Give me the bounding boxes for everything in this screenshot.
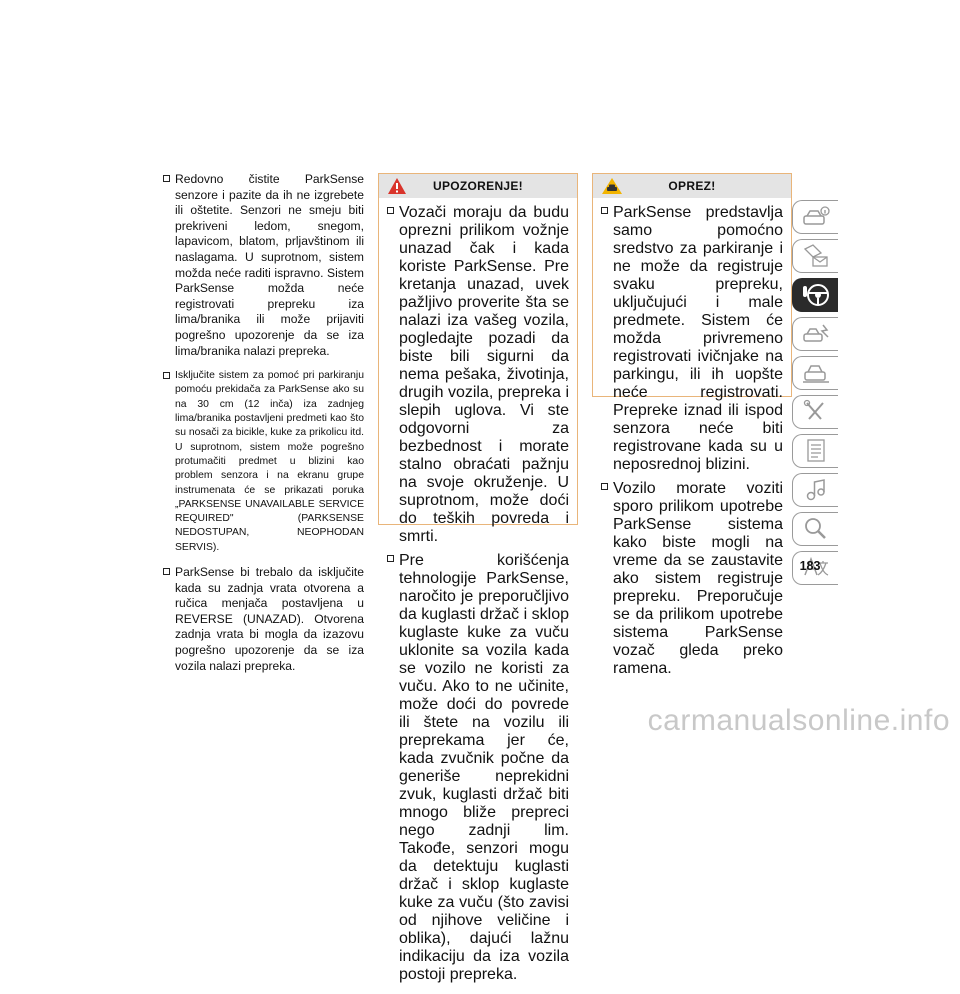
tab-music[interactable] [792, 473, 838, 507]
list-item [163, 172, 364, 359]
chapter-tabs [792, 200, 840, 590]
warning-box [378, 173, 578, 983]
square-bullet-icon [387, 555, 394, 562]
list-item [163, 565, 364, 674]
list-item [387, 204, 569, 546]
tab-car-mail[interactable] [792, 239, 838, 273]
list-item [601, 204, 783, 474]
warning-body [379, 198, 577, 994]
music-note-icon [801, 477, 831, 503]
item-text: Vozilo morate voziti sporo prilikom upotrebe ParkSense sistema kako biste mogli na vreme da se zaustavite ako sistem registruje prepreku. Preporučuje se da prilikom upotrebe sistema ParkSense vozač gleda preko ramena. [613, 480, 783, 677]
watermark: carmanualsonline.info [647, 704, 950, 737]
car-info-icon [801, 204, 831, 230]
caution-box [592, 173, 792, 677]
warning-triangle-icon [387, 177, 407, 195]
square-bullet-icon [163, 175, 170, 182]
tab-steering-wheel[interactable] [792, 278, 838, 312]
item-text: Vozači moraju da budu oprezni prilikom vožnje unazad čak i kada koriste ParkSense. Pre kretanja unazad, uvek pažljivo proverite šta se nalazi iza vašeg vozila, pogledajte pozadi da biste bili sigurni da nema pešaka, životinja, drugih vozila, prepreka i slepih uglova. Vi ste odgovorni za bezbednost i morate stalno obraćati pažnju na svoje okruženje. U suprotnom, može doći do teških povreda i smrti. [399, 204, 569, 545]
checklist-icon [801, 438, 831, 464]
square-bullet-icon [601, 207, 608, 214]
caution-header [593, 174, 791, 198]
list-item [387, 552, 569, 984]
item-text: Isključite sistem za pomoć pri parkiranju pomoću prekidača za ParkSense ako su na 30 cm (12 inča) iza zadnjeg lima/branika postavljeni predmeti kao što su nosači za bicikle, kuke za prikolicu itd. U suprotnom, sistem može pogrešno protumačiti predmet u blizini kao problem senzora i na ekranu grupe instrumenata će se prikazati poruka „PARKSENSE UNAVAILABLE SERVICE REQUIRED" (PARKSENSE NEDOSTUPAN, NEOPHODAN SERVIS). [175, 370, 364, 553]
tab-car-service[interactable] [792, 356, 838, 390]
tab-checklist[interactable] [792, 434, 838, 468]
list-item [163, 369, 364, 555]
tab-car-crash[interactable] [792, 317, 838, 351]
tab-search[interactable] [792, 512, 838, 546]
car-crash-icon [801, 321, 831, 347]
caution-body [593, 198, 791, 688]
page-number: 183 [799, 559, 821, 573]
car-mail-icon [801, 243, 831, 269]
square-bullet-icon [163, 568, 170, 575]
caution-title: OPREZ! [668, 179, 716, 193]
warning-title: UPOZORENJE! [433, 179, 523, 193]
car-service-icon [801, 360, 831, 386]
tab-tools[interactable] [792, 395, 838, 429]
caution-car-icon [601, 177, 623, 195]
list-item [601, 480, 783, 678]
magnifier-icon [801, 516, 831, 542]
steering-wheel-icon [801, 282, 831, 308]
square-bullet-icon [163, 372, 170, 379]
item-text: ParkSense predstavlja samo pomoćno sredstvo za parkiranje i ne može da registruje svaku prepreku, uključujući i male predmete. Sistem će možda privremeno registrovati ivičnjake na parkingu, ili ih uopšte neće registrovati. Prepreke iznad ili ispod senzora neće biti registrovane kada su u neposrednoj blizini. [613, 204, 783, 473]
tab-car-info[interactable] [792, 200, 838, 234]
item-text: Redovno čistite ParkSense senzore i pazite da ih ne izgrebete ili oštetite. Senzori ne smeju biti prekriveni ledom, snegom, lapavicom, blatom, prljavštinom ili naslagama. U suprotnom, sistem možda neće raditi ispravno. Sistem ParkSense možda neće registrovati prepreku iza lima/branika ili može prijaviti pogrešno upozorenje da se iza lima/branika nalazi prepreka. [175, 172, 364, 358]
item-text: ParkSense bi trebalo da isključite kada su zadnja vrata otvorena a ručica menjača postavljena u REVERSE (UNAZAD). Otvorena zadnja vrata bi mogla da izazovu pogrešno upozorenje da se iza vozila nalazi prepreka. [175, 564, 364, 673]
tools-icon [801, 399, 831, 425]
warning-header [379, 174, 577, 198]
square-bullet-icon [387, 207, 394, 214]
left-column [163, 172, 364, 684]
square-bullet-icon [601, 483, 608, 490]
item-text: Pre korišćenja tehnologije ParkSense, naročito je preporučljivo da kuglasti držač i sklop kuglaste kuke za vuču uklonite sa vozila kada se vozilo ne koristi za vuču. Ako to ne učinite, može doći do povrede ili štete na vozilu ili preprekama jer će, kada zvučnik počne da generiše neprekidni zvuk, kuglasti držač biti mnogo bliže prepreci nego zadnji lim. Takođe, senzori mogu da detektuju kuglasti držač i sklop kuglaste kuke za vuču (što zavisi od njihove veličine i oblika), dajući lažnu indikaciju da iza vozila postoji prepreka. [399, 552, 569, 983]
